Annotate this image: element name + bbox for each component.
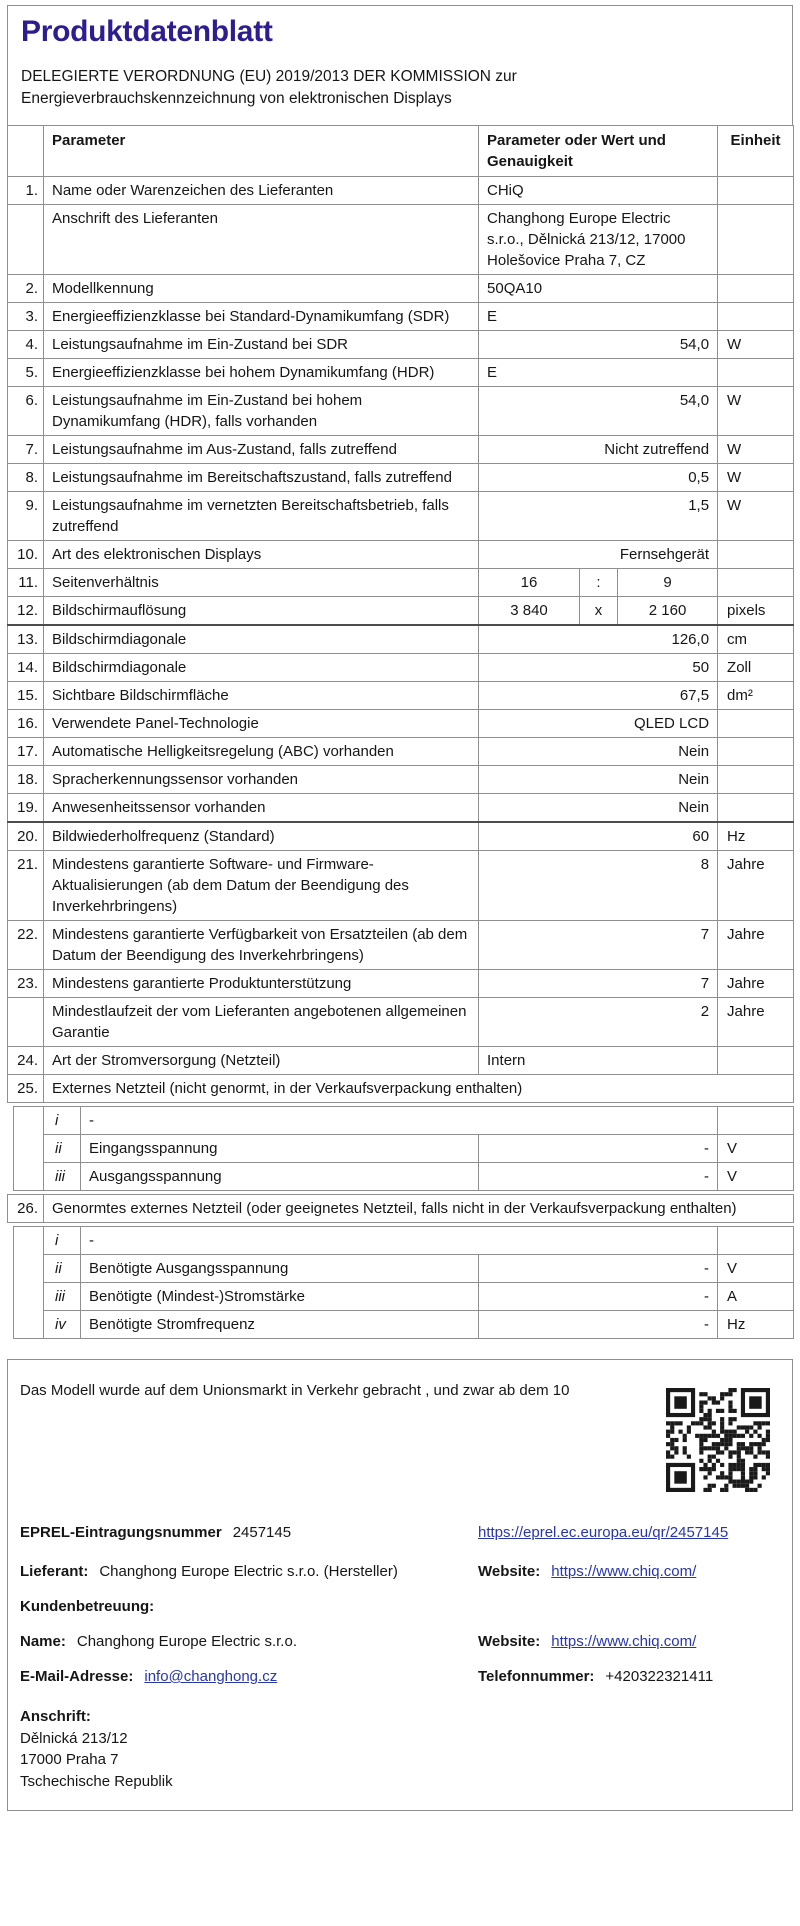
row-label: Mindestens garantierte Verfügbarkeit von Ersatzteilen (ab dem Datum der Beendigung des Inverkehrbringens) [44, 921, 479, 970]
row-value: 2 [479, 998, 718, 1047]
row-label: Modellkennung [44, 275, 479, 303]
spacer-cell [14, 1227, 44, 1339]
row-unit: V [718, 1163, 794, 1191]
row-unit: pixels [718, 597, 794, 626]
table-row [8, 710, 794, 738]
regulation-line-1: DELEGIERTE VERORDNUNG (EU) 2019/2013 DER KOMMISSION zur [21, 68, 517, 85]
support-website-link[interactable]: https://www.chiq.com/ [551, 1633, 697, 1650]
row-label: - [81, 1227, 718, 1255]
row-unit [718, 177, 794, 205]
eprel-registration [20, 1522, 478, 1543]
regulation-text [21, 66, 596, 110]
row-unit [718, 541, 794, 569]
row-unit: W [718, 387, 794, 436]
website-label-2: Website: [478, 1633, 541, 1650]
header-unit: Einheit [718, 126, 794, 177]
row-number [8, 205, 44, 275]
row-unit: Jahre [718, 921, 794, 970]
row-value: - [479, 1135, 718, 1163]
supplier-name: Changhong Europe Electric s.r.o. (Hersteller) [99, 1563, 398, 1580]
row-unit: Zoll [718, 654, 794, 682]
page-title: Produktdatenblatt [21, 15, 273, 48]
support-name [20, 1631, 478, 1652]
row-label: Sichtbare Bildschirmfläche [44, 682, 479, 710]
row-unit [718, 1227, 794, 1255]
row-number: 5. [8, 359, 44, 387]
row-value: 2 160 [618, 597, 718, 626]
email-info [20, 1666, 478, 1687]
row-label: Bildschirmdiagonale [44, 625, 479, 654]
row-label: Ausgangsspannung [81, 1163, 479, 1191]
table-header-row [8, 126, 794, 177]
row-unit: A [718, 1283, 794, 1311]
row-roman-numeral: i [44, 1227, 81, 1255]
row-roman-numeral: i [44, 1107, 81, 1135]
external-psu-subtable [13, 1106, 794, 1191]
address-line: 17000 Praha 7 [20, 1751, 119, 1768]
customer-support-heading: Kundenbetreuung: [20, 1598, 155, 1615]
row-label: Art des elektronischen Displays [44, 541, 479, 569]
table-row [8, 1047, 794, 1075]
market-info-box [7, 1359, 793, 1811]
row-value: 9 [618, 569, 718, 597]
row-label: Automatische Helligkeitsregelung (ABC) vorhanden [44, 738, 479, 766]
table-row [8, 682, 794, 710]
row-number: 20. [8, 822, 44, 851]
table-row [8, 766, 794, 794]
row-number: 21. [8, 851, 44, 921]
row-value: 54,0 [479, 331, 718, 359]
row-number: 24. [8, 1047, 44, 1075]
address-block [20, 1706, 780, 1792]
row-value: Changhong Europe Electric s.r.o., Dělnická 213/12, 17000 Holešovice Praha 7, CZ [479, 205, 718, 275]
row-unit: Jahre [718, 851, 794, 921]
row-unit: dm² [718, 682, 794, 710]
table-row [8, 654, 794, 682]
table-row [8, 851, 794, 921]
row-unit [718, 794, 794, 823]
row-unit: Jahre [718, 970, 794, 998]
row-number: 17. [8, 738, 44, 766]
support-name-row [20, 1631, 780, 1652]
row-unit [718, 766, 794, 794]
row-value: QLED LCD [479, 710, 718, 738]
row-number: 13. [8, 625, 44, 654]
row-number: 16. [8, 710, 44, 738]
row-value: 60 [479, 822, 718, 851]
row-unit: Jahre [718, 998, 794, 1047]
row-unit: Hz [718, 1311, 794, 1339]
row-value: Fernsehgerät [479, 541, 718, 569]
eprel-link[interactable]: https://eprel.ec.europa.eu/qr/2457145 [478, 1524, 729, 1541]
table-row [8, 597, 794, 626]
row-roman-numeral: ii [44, 1255, 81, 1283]
row-label: Energieeffizienzklasse bei hohem Dynamikumfang (HDR) [44, 359, 479, 387]
sub-table-row [14, 1135, 794, 1163]
row-value: - [479, 1283, 718, 1311]
address-line: Tschechische Republik [20, 1772, 173, 1790]
row-unit [718, 275, 794, 303]
supplier-row [20, 1561, 780, 1582]
support-company-name: Changhong Europe Electric s.r.o. [76, 1633, 297, 1650]
row-label: Mindestens garantierte Produktunterstützung [44, 970, 479, 998]
title-block [7, 5, 793, 125]
qr-code-icon [666, 1388, 770, 1492]
row-label: Externes Netzteil (nicht genormt, in der Verkaufsverpackung enthalten) [44, 1075, 794, 1103]
table-row [8, 625, 794, 654]
row-unit [718, 303, 794, 331]
supplier-website-link[interactable]: https://www.chiq.com/ [551, 1563, 697, 1580]
row-value: E [479, 303, 718, 331]
table-row [8, 387, 794, 436]
row-label: Leistungsaufnahme im Ein-Zustand bei SDR [44, 331, 479, 359]
website-label: Website: [478, 1563, 541, 1580]
row-unit: W [718, 331, 794, 359]
row-label: Energieeffizienzklasse bei Standard-Dynamikumfang (SDR) [44, 303, 479, 331]
table-row [8, 205, 794, 275]
sub-table-row [14, 1255, 794, 1283]
eprel-label: EPREL-Eintragungsnummer [20, 1524, 222, 1541]
eprel-number: 2457145 [232, 1524, 292, 1541]
table-row [8, 359, 794, 387]
row-label: Bildwiederholfrequenz (Standard) [44, 822, 479, 851]
row-value: 54,0 [479, 387, 718, 436]
supplier-info [20, 1561, 478, 1582]
row-label: - [81, 1107, 718, 1135]
row-label: Art der Stromversorgung (Netzteil) [44, 1047, 479, 1075]
row-value: 126,0 [479, 625, 718, 654]
row-unit [718, 710, 794, 738]
row-label: Eingangsspannung [81, 1135, 479, 1163]
sub-table-row [14, 1107, 794, 1135]
header-number-cell [8, 126, 44, 177]
eprel-row [20, 1522, 780, 1543]
table-row [8, 275, 794, 303]
sub-table-row [14, 1163, 794, 1191]
row-value: - [479, 1163, 718, 1191]
row-label: Bildschirmdiagonale [44, 654, 479, 682]
row-value: CHiQ [479, 177, 718, 205]
table-row [8, 436, 794, 464]
row-value: 0,5 [479, 464, 718, 492]
table-row [8, 331, 794, 359]
row-label: Bildschirmauflösung [44, 597, 479, 626]
address-line: Dělnická 213/12 [20, 1729, 128, 1747]
row-number [8, 998, 44, 1047]
table-row [8, 303, 794, 331]
row-value-separator: x [580, 597, 618, 626]
row-value: 67,5 [479, 682, 718, 710]
row-number: 26. [8, 1195, 44, 1223]
table-row [8, 492, 794, 541]
row-number: 14. [8, 654, 44, 682]
row-number: 22. [8, 921, 44, 970]
table-row [8, 1195, 794, 1223]
table-row [8, 794, 794, 823]
phone-number: +420322321411 [605, 1668, 714, 1685]
row-label: Leistungsaufnahme im Bereitschaftszustand, falls zutreffend [44, 464, 479, 492]
row-label: Leistungsaufnahme im Ein-Zustand bei hohem Dynamikumfang (HDR), falls vorhanden [44, 387, 479, 436]
row-number: 25. [8, 1075, 44, 1103]
row-label: Leistungsaufnahme im Aus-Zustand, falls zutreffend [44, 436, 479, 464]
row-value: 16 [479, 569, 580, 597]
row-value-separator: : [580, 569, 618, 597]
row-label: Benötigte Stromfrequenz [81, 1311, 479, 1339]
row-label: Benötigte (Mindest-)Stromstärke [81, 1283, 479, 1311]
parameters-table-continued [7, 1194, 794, 1223]
row-unit [718, 569, 794, 597]
row-unit: Hz [718, 822, 794, 851]
row-value: 7 [479, 921, 718, 970]
parameters-table [7, 125, 794, 1103]
row-label: Spracherkennungssensor vorhanden [44, 766, 479, 794]
row-number: 23. [8, 970, 44, 998]
table-row [8, 970, 794, 998]
row-unit [718, 359, 794, 387]
row-value: - [479, 1255, 718, 1283]
address-label: Anschrift: [20, 1708, 91, 1725]
row-unit [718, 205, 794, 275]
phone-label: Telefonnummer: [478, 1668, 595, 1685]
row-label: Leistungsaufnahme im vernetzten Bereitschaftsbetrieb, falls zutreffend [44, 492, 479, 541]
row-value: Nicht zutreffend [479, 436, 718, 464]
row-label: Anschrift des Lieferanten [44, 205, 479, 275]
market-notice: Das Modell wurde auf dem Unionsmarkt in Verkehr gebracht , und zwar ab dem 10 [20, 1382, 570, 1399]
standard-psu-subtable [13, 1226, 794, 1339]
row-value: E [479, 359, 718, 387]
row-value: 50 [479, 654, 718, 682]
header-parameter: Parameter [44, 126, 479, 177]
row-number: 9. [8, 492, 44, 541]
spacer-cell [14, 1107, 44, 1191]
row-label: Name oder Warenzeichen des Lieferanten [44, 177, 479, 205]
sub-table-row [14, 1311, 794, 1339]
row-label: Genormtes externes Netzteil (oder geeignetes Netzteil, falls nicht in der Verkaufsverpackung enthalten) [44, 1195, 794, 1223]
row-unit: W [718, 464, 794, 492]
table-row [8, 921, 794, 970]
row-label: Anwesenheitssensor vorhanden [44, 794, 479, 823]
row-label: Mindestlaufzeit der vom Lieferanten angebotenen allgemeinen Garantie [44, 998, 479, 1047]
row-number: 3. [8, 303, 44, 331]
row-number: 1. [8, 177, 44, 205]
row-roman-numeral: iii [44, 1283, 81, 1311]
table-row [8, 541, 794, 569]
regulation-line-2: Energieverbrauchskennzeichnung von elektronischen Displays [21, 90, 452, 107]
row-unit [718, 1047, 794, 1075]
row-number: 10. [8, 541, 44, 569]
table-row [8, 738, 794, 766]
row-unit: V [718, 1135, 794, 1163]
row-value: - [479, 1311, 718, 1339]
row-value: Nein [479, 766, 718, 794]
row-label: Verwendete Panel-Technologie [44, 710, 479, 738]
table-row [8, 569, 794, 597]
row-value: 50QA10 [479, 275, 718, 303]
row-number: 4. [8, 331, 44, 359]
row-number: 18. [8, 766, 44, 794]
row-label: Benötigte Ausgangsspannung [81, 1255, 479, 1283]
row-number: 7. [8, 436, 44, 464]
row-unit: cm [718, 625, 794, 654]
table-row [8, 822, 794, 851]
row-value: Nein [479, 794, 718, 823]
row-unit: W [718, 436, 794, 464]
row-number: 12. [8, 597, 44, 626]
row-value: 3 840 [479, 597, 580, 626]
row-number: 2. [8, 275, 44, 303]
table-row [8, 177, 794, 205]
row-roman-numeral: iv [44, 1311, 81, 1339]
email-label: E-Mail-Adresse: [20, 1668, 134, 1685]
row-value: Nein [479, 738, 718, 766]
row-number: 8. [8, 464, 44, 492]
sub-table-row [14, 1227, 794, 1255]
row-value: 7 [479, 970, 718, 998]
table-row [8, 1075, 794, 1103]
row-value: 8 [479, 851, 718, 921]
name-label: Name: [20, 1633, 66, 1650]
row-unit [718, 1107, 794, 1135]
row-number: 15. [8, 682, 44, 710]
table-row [8, 998, 794, 1047]
email-link[interactable]: info@changhong.cz [144, 1668, 278, 1685]
row-roman-numeral: iii [44, 1163, 81, 1191]
row-label: Seitenverhältnis [44, 569, 479, 597]
row-number: 19. [8, 794, 44, 823]
row-number: 11. [8, 569, 44, 597]
supplier-label: Lieferant: [20, 1563, 89, 1580]
row-label: Mindestens garantierte Software- und Firmware-Aktualisierungen (ab dem Datum der Beendigung des Inverkehrbringens) [44, 851, 479, 921]
row-unit: W [718, 492, 794, 541]
row-unit [718, 738, 794, 766]
table-row [8, 464, 794, 492]
sub-table-row [14, 1283, 794, 1311]
row-value: Intern [479, 1047, 718, 1075]
row-value: 1,5 [479, 492, 718, 541]
row-unit: V [718, 1255, 794, 1283]
row-number: 6. [8, 387, 44, 436]
row-roman-numeral: ii [44, 1135, 81, 1163]
contact-row [20, 1666, 780, 1687]
header-value: Parameter oder Wert und Genauigkeit [479, 126, 718, 177]
